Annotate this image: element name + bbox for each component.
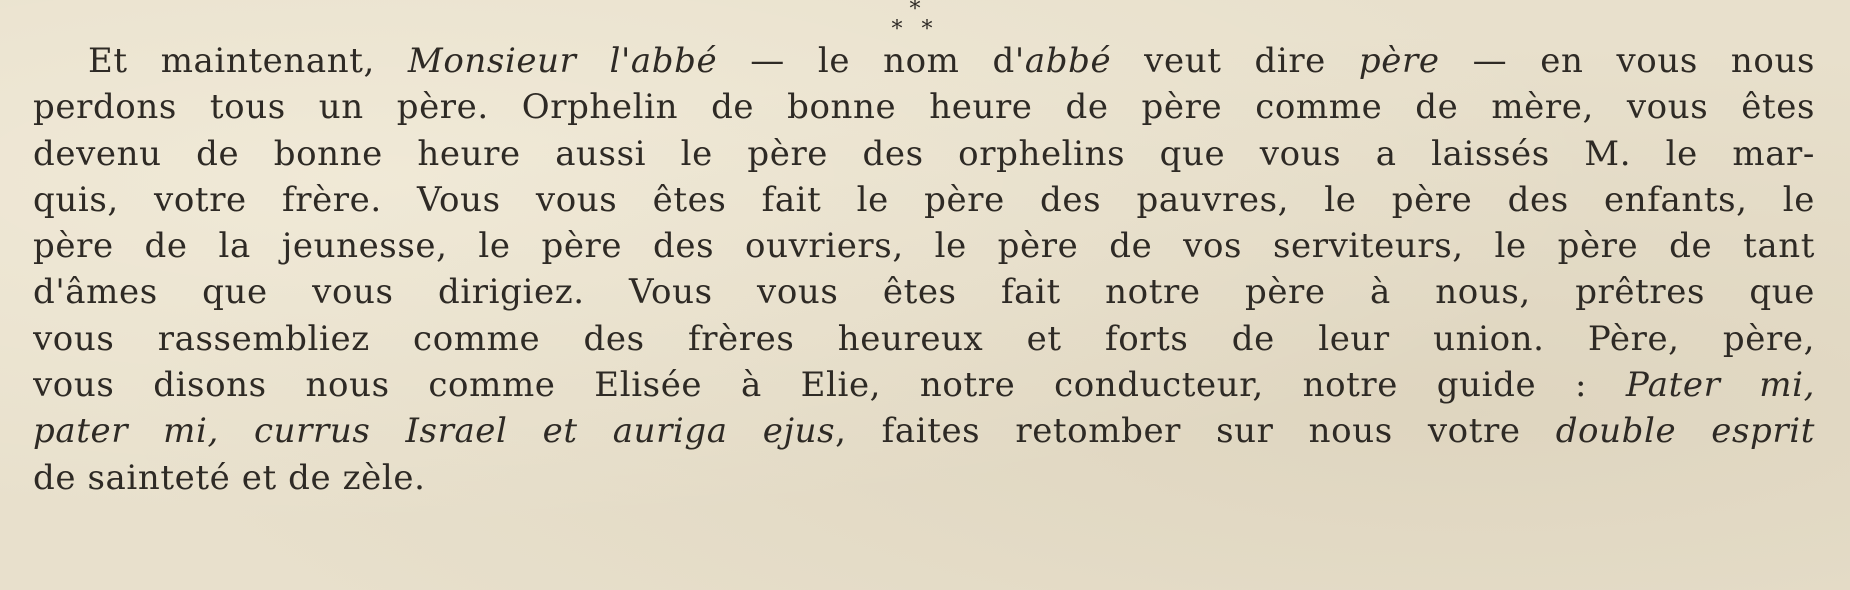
line-1-text-d: — en vous nous	[1439, 41, 1815, 81]
line-9-italic-double-esprit: double esprit	[1555, 411, 1815, 452]
paragraph-line-8	[33, 362, 1815, 408]
asterism-top: *	[909, 0, 921, 22]
line-9-text-a: , faites retomber sur nous votre	[835, 411, 1556, 452]
asterism-ornament	[880, 0, 950, 40]
paragraph-line-10: de sainteté et de zèle.	[33, 457, 426, 498]
line-1-text-a: Et maintenant,	[88, 41, 408, 81]
paragraph-line-1	[33, 38, 1815, 84]
paragraph-line-7: vous rassembliez comme des frères heureux et forts de leur union. Père, père,	[33, 318, 1815, 359]
line-1-text-b: — le nom d'	[717, 41, 1025, 81]
line-8-italic-pater-mi: Pater mi,	[1625, 365, 1815, 406]
line-8-text-a: vous disons nous comme Elisée à Elie, notre conducteur, notre guide :	[33, 365, 1626, 406]
line-1-italic-abbe: abbé	[1024, 41, 1112, 81]
line-1-text-c: veut dire	[1111, 41, 1359, 81]
paragraph-line-4: quis, votre frère. Vous vous êtes fait le père des pauvres, le père des enfants, le	[33, 179, 1815, 220]
paragraph-line-2: perdons tous un père. Orphelin de bonne heure de père comme de mère, vous êtes	[33, 87, 1815, 128]
paragraph-line-6: d'âmes que vous dirigiez. Vous vous êtes fait notre père à nous, prêtres que	[33, 272, 1815, 313]
paragraph	[33, 38, 1815, 501]
paragraph-line-3: devenu de bonne heure aussi le père des orphelins que vous a laissés M. le mar-	[33, 133, 1815, 174]
paragraph-line-5: père de la jeunesse, le père des ouvriers, le père de vos serviteurs, le père de tant	[33, 226, 1815, 267]
line-1-italic-monsieur-labbe: Monsieur l'abbé	[407, 41, 718, 81]
asterism-bottom: * *	[891, 17, 939, 42]
line-9-italic-latin-quote: pater mi, currus Israel et auriga ejus	[33, 411, 836, 452]
line-1-italic-pere: père	[1358, 41, 1440, 81]
paragraph-line-9	[33, 408, 1815, 454]
